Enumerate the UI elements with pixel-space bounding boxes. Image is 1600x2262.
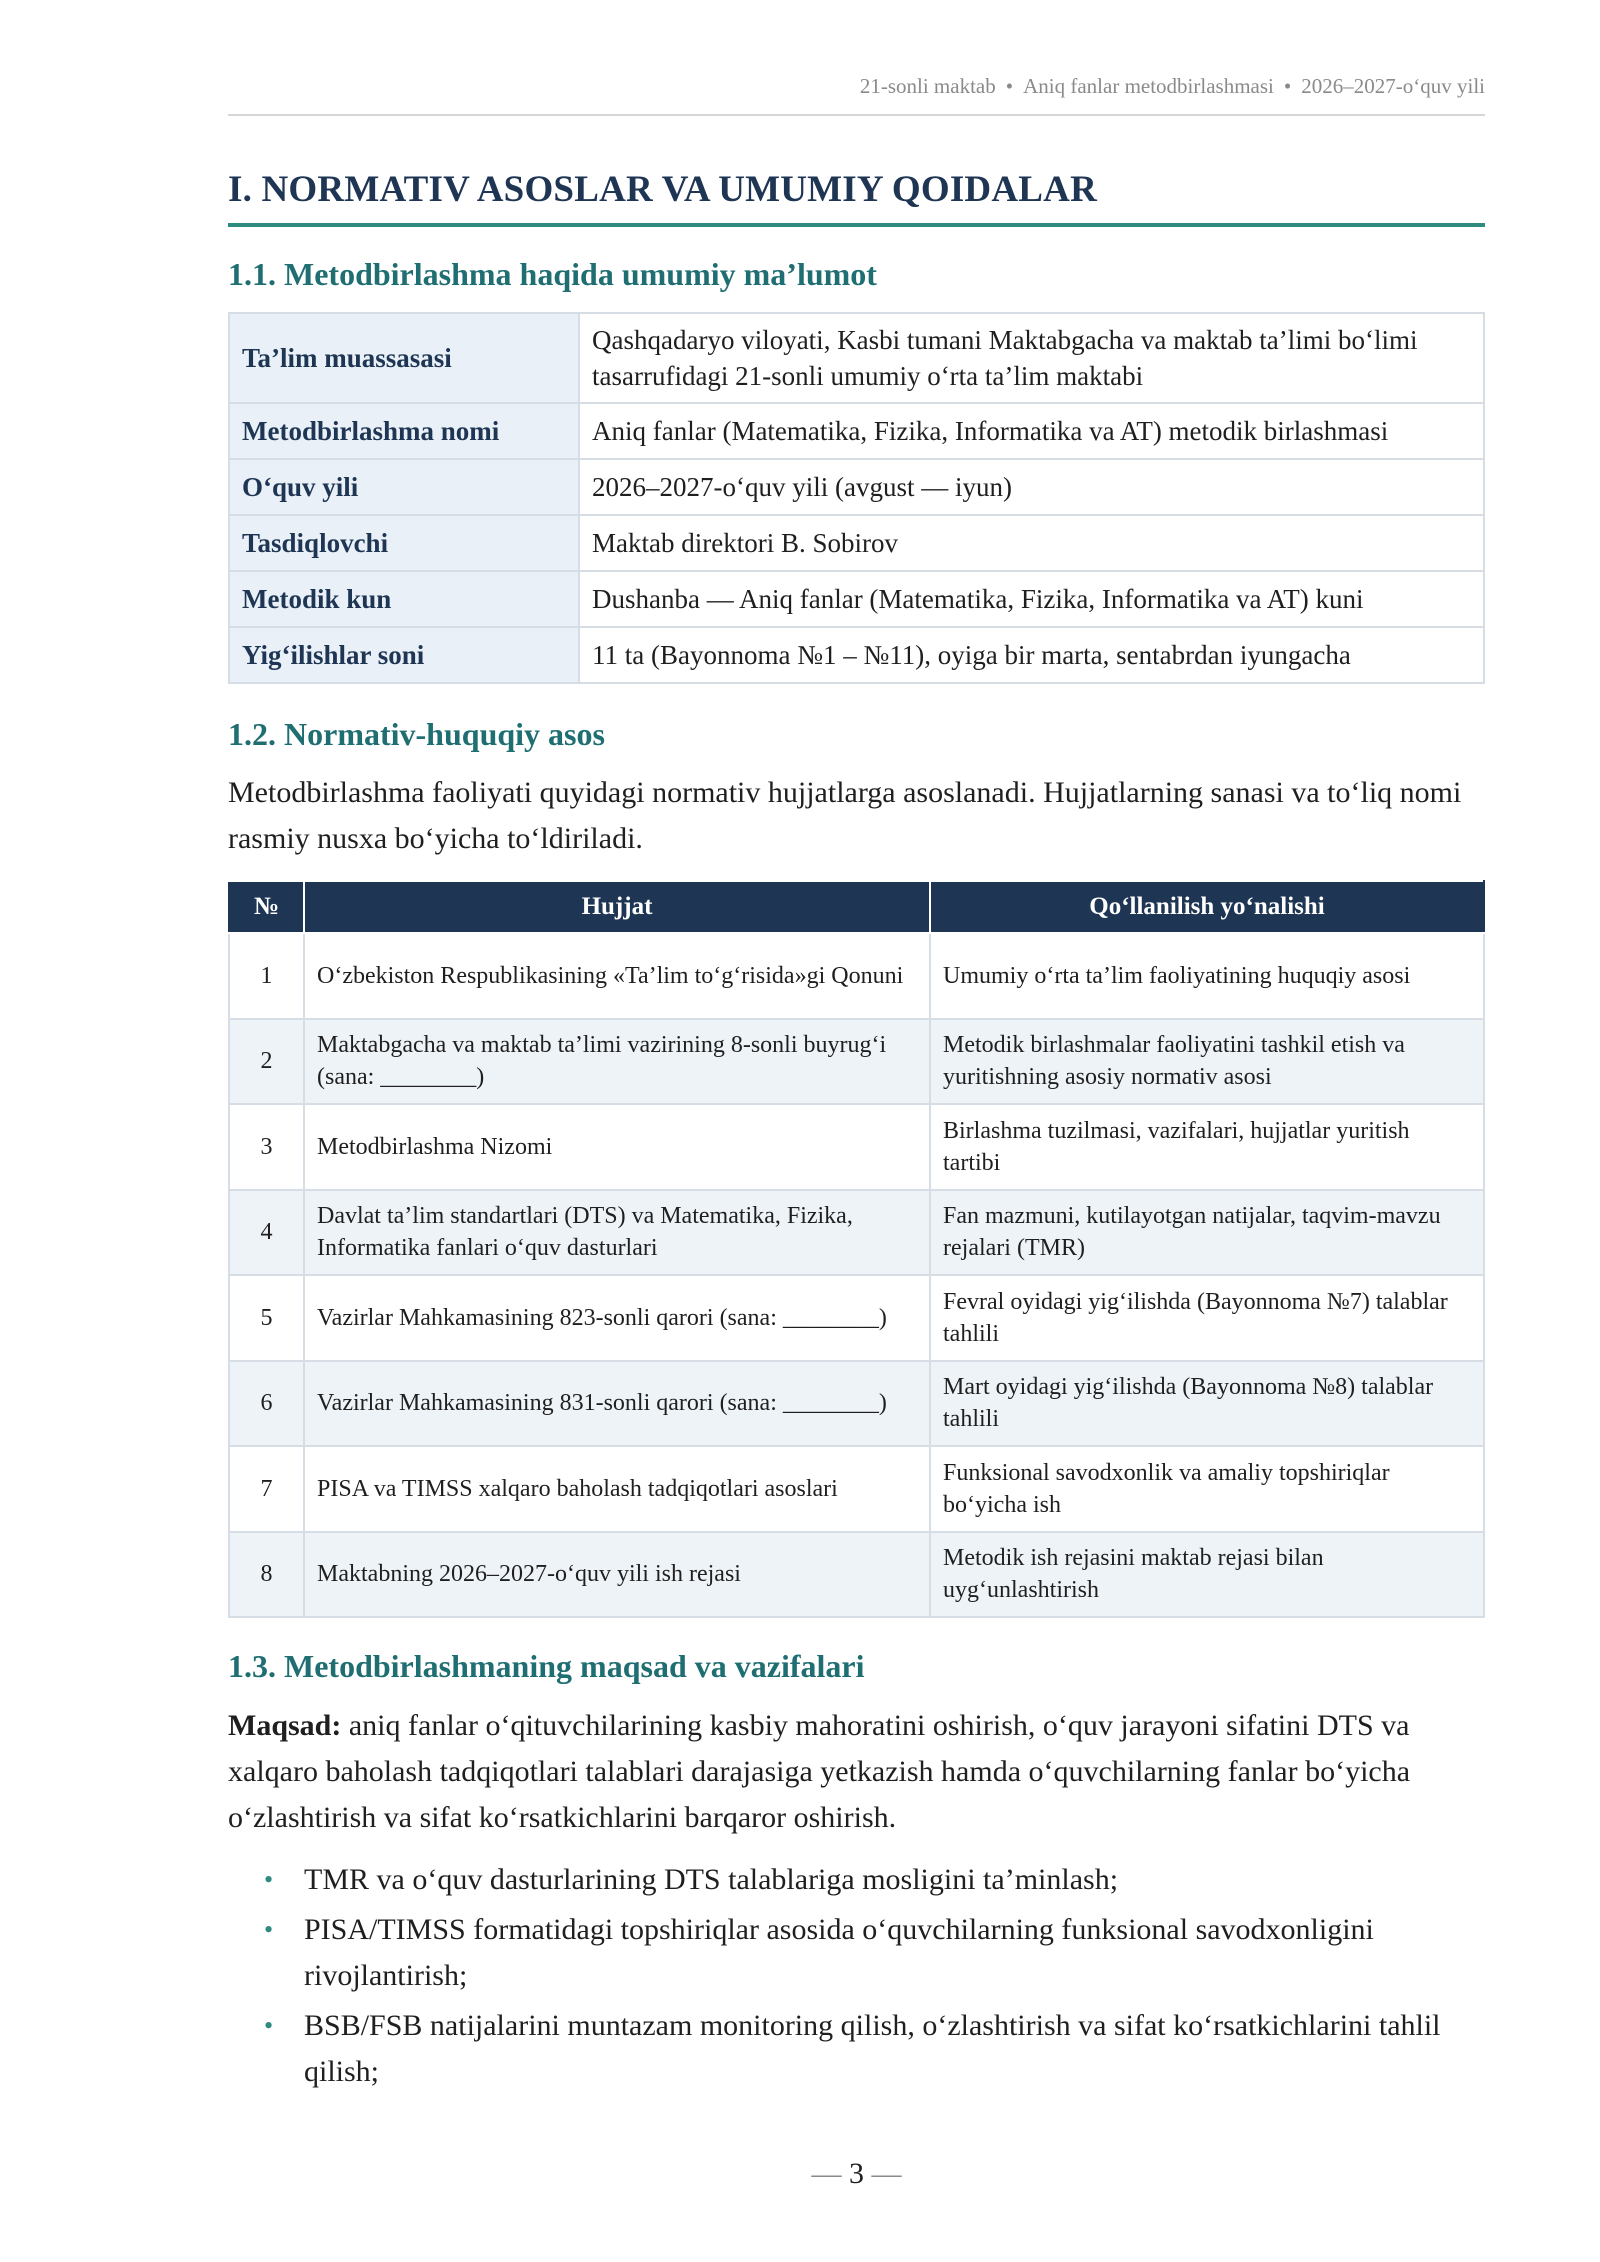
document-application: Fan mazmuni, kutilayotgan natijalar, taqvim-mavzu rejalari (TMR) — [930, 1190, 1484, 1276]
info-value: Qashqadaryo viloyati, Kasbi tumani Maktabgacha va maktab ta’limi bo‘limi tasarrufidagi 21-sonli umumiy o‘rta ta’lim maktabi — [579, 313, 1484, 403]
header-separator: • — [1283, 74, 1292, 98]
table-row — [229, 1446, 1484, 1532]
info-label: Yig‘ilishlar soni — [229, 627, 579, 683]
document-name: Maktabning 2026–2027-o‘quv yili ish rejasi — [304, 1532, 930, 1618]
column-header-document: Hujjat — [304, 881, 930, 933]
document-application: Funksional savodxonlik va amaliy topshiriqlar bo‘yicha ish — [930, 1446, 1484, 1532]
table-header-row — [229, 881, 1484, 933]
page-number-dash: — — [871, 2157, 902, 2190]
row-number: 7 — [229, 1446, 304, 1532]
legal-basis-intro: Metodbirlashma faoliyati quyidagi normativ hujjatlarga asoslanadi. Hujjatlarning sanasi va to‘liq nomi rasmiy nusxa bo‘yicha to‘ldiriladi. — [228, 776, 1462, 855]
subsection-title-general-info: 1.1. Metodbirlashma haqida umumiy ma’lumot — [228, 256, 877, 292]
document-application: Metodik birlashmalar faoliyatini tashkil etish va yuritishning asosiy normativ asosi — [930, 1019, 1484, 1105]
row-number: 2 — [229, 1019, 304, 1105]
document-name: Davlat ta’lim standartlari (DTS) va Matematika, Fizika, Informatika fanlari o‘quv dasturlari — [304, 1190, 930, 1276]
subsection-title-goals: 1.3. Metodbirlashmaning maqsad va vazifalari — [228, 1648, 865, 1684]
document-application: Birlashma tuzilmasi, vazifalari, hujjatlar yuritish tartibi — [930, 1104, 1484, 1190]
table-row — [229, 459, 1484, 515]
document-application: Metodik ish rejasini maktab rejasi bilan uyg‘unlashtirish — [930, 1532, 1484, 1618]
info-label: Tasdiqlovchi — [229, 515, 579, 571]
header-school: 21-sonli maktab — [859, 74, 996, 98]
goal-text: aniq fanlar o‘qituvchilarining kasbiy mahoratini oshirish, o‘quv jarayoni sifatini DTS va xalqaro baholash tadqiqotlari talablari darajasiga yetkazish hamda o‘quvchilarning fanlar bo‘yicha o‘zlashtirish va sifat ko‘rsatkichlarini barqaror oshirish. — [228, 1709, 1411, 1834]
table-row — [229, 627, 1484, 683]
document-name: Vazirlar Mahkamasining 831-sonli qarori (sana: ________) — [304, 1361, 930, 1447]
page-number-value: 3 — [849, 2157, 864, 2190]
table-row — [229, 1532, 1484, 1618]
task-text: TMR va o‘quv dasturlarining DTS talablariga mosligini ta’minlash; — [304, 1863, 1119, 1896]
row-number: 6 — [229, 1361, 304, 1447]
column-header-number: № — [229, 881, 304, 933]
table-row — [229, 1104, 1484, 1190]
row-number: 1 — [229, 933, 304, 1019]
general-info-table — [228, 312, 1485, 684]
info-value: Maktab direktori B. Sobirov — [579, 515, 1484, 571]
goal-label: Maqsad: — [228, 1709, 342, 1742]
header-year: 2026–2027-o‘quv yili — [1301, 74, 1485, 98]
table-row — [229, 571, 1484, 627]
bullet-icon: • — [264, 2011, 274, 2040]
list-item — [264, 2003, 1485, 2095]
subsection-title-legal-basis: 1.2. Normativ-huquqiy asos — [228, 716, 605, 752]
normative-documents-table — [228, 880, 1485, 1618]
table-row — [229, 1190, 1484, 1276]
table-row — [229, 403, 1484, 459]
info-label: Ta’lim muassasasi — [229, 313, 579, 403]
bullet-icon: • — [264, 1915, 274, 1944]
row-number: 5 — [229, 1275, 304, 1361]
tasks-list — [264, 1857, 1485, 2099]
bullet-icon: • — [264, 1865, 274, 1894]
document-name: O‘zbekiston Respublikasining «Ta’lim to‘g‘risida»gi Qonuni — [304, 933, 930, 1019]
info-label: Metodik kun — [229, 571, 579, 627]
goal-paragraph — [228, 1703, 1485, 1841]
task-text: PISA/TIMSS formatidagi topshiriqlar asosida o‘quvchilarning funksional savodxonligini rivojlantirish; — [304, 1913, 1374, 1992]
header-separator: • — [1005, 74, 1014, 98]
page-number — [228, 2157, 1485, 2191]
section-divider — [228, 223, 1485, 227]
document-name: PISA va TIMSS xalqaro baholash tadqiqotlari asoslari — [304, 1446, 930, 1532]
document-name: Metodbirlashma Nizomi — [304, 1104, 930, 1190]
table-row — [229, 1361, 1484, 1447]
document-name: Maktabgacha va maktab ta’limi vazirining 8-sonli buyrug‘i (sana: ________) — [304, 1019, 930, 1105]
info-label: Metodbirlashma nomi — [229, 403, 579, 459]
info-value: Dushanba — Aniq fanlar (Matematika, Fizika, Informatika va AT) kuni — [579, 571, 1484, 627]
document-application: Fevral oyidagi yig‘ilishda (Bayonnoma №7) talablar tahlili — [930, 1275, 1484, 1361]
header-divider — [228, 114, 1485, 116]
table-row — [229, 313, 1484, 403]
task-text: BSB/FSB natijalarini muntazam monitoring qilish, o‘zlashtirish va sifat ko‘rsatkichlarini tahlil qilish; — [304, 2009, 1441, 2088]
section-title: I. NORMATIV ASOSLAR VA UMUMIY QOIDALAR — [228, 169, 1097, 210]
row-number: 3 — [229, 1104, 304, 1190]
table-row — [229, 1275, 1484, 1361]
list-item — [264, 1857, 1485, 1903]
list-item — [264, 1907, 1485, 1999]
header-unit: Aniq fanlar metodbirlashmasi — [1023, 74, 1274, 98]
info-value: 2026–2027-o‘quv yili (avgust — iyun) — [579, 459, 1484, 515]
info-label: O‘quv yili — [229, 459, 579, 515]
running-header — [860, 74, 1485, 99]
info-value: Aniq fanlar (Matematika, Fizika, Informatika va AT) metodik birlashmasi — [579, 403, 1484, 459]
column-header-application: Qo‘llanilish yo‘nalishi — [930, 881, 1484, 933]
table-row — [229, 515, 1484, 571]
table-row — [229, 1019, 1484, 1105]
row-number: 8 — [229, 1532, 304, 1618]
document-name: Vazirlar Mahkamasining 823-sonli qarori (sana: ________) — [304, 1275, 930, 1361]
info-value: 11 ta (Bayonnoma №1 – №11), oyiga bir marta, sentabrdan iyungacha — [579, 627, 1484, 683]
page-number-dash: — — [811, 2157, 842, 2190]
document-application: Umumiy o‘rta ta’lim faoliyatining huquqiy asosi — [930, 933, 1484, 1019]
row-number: 4 — [229, 1190, 304, 1276]
table-row — [229, 933, 1484, 1019]
document-application: Mart oyidagi yig‘ilishda (Bayonnoma №8) talablar tahlili — [930, 1361, 1484, 1447]
